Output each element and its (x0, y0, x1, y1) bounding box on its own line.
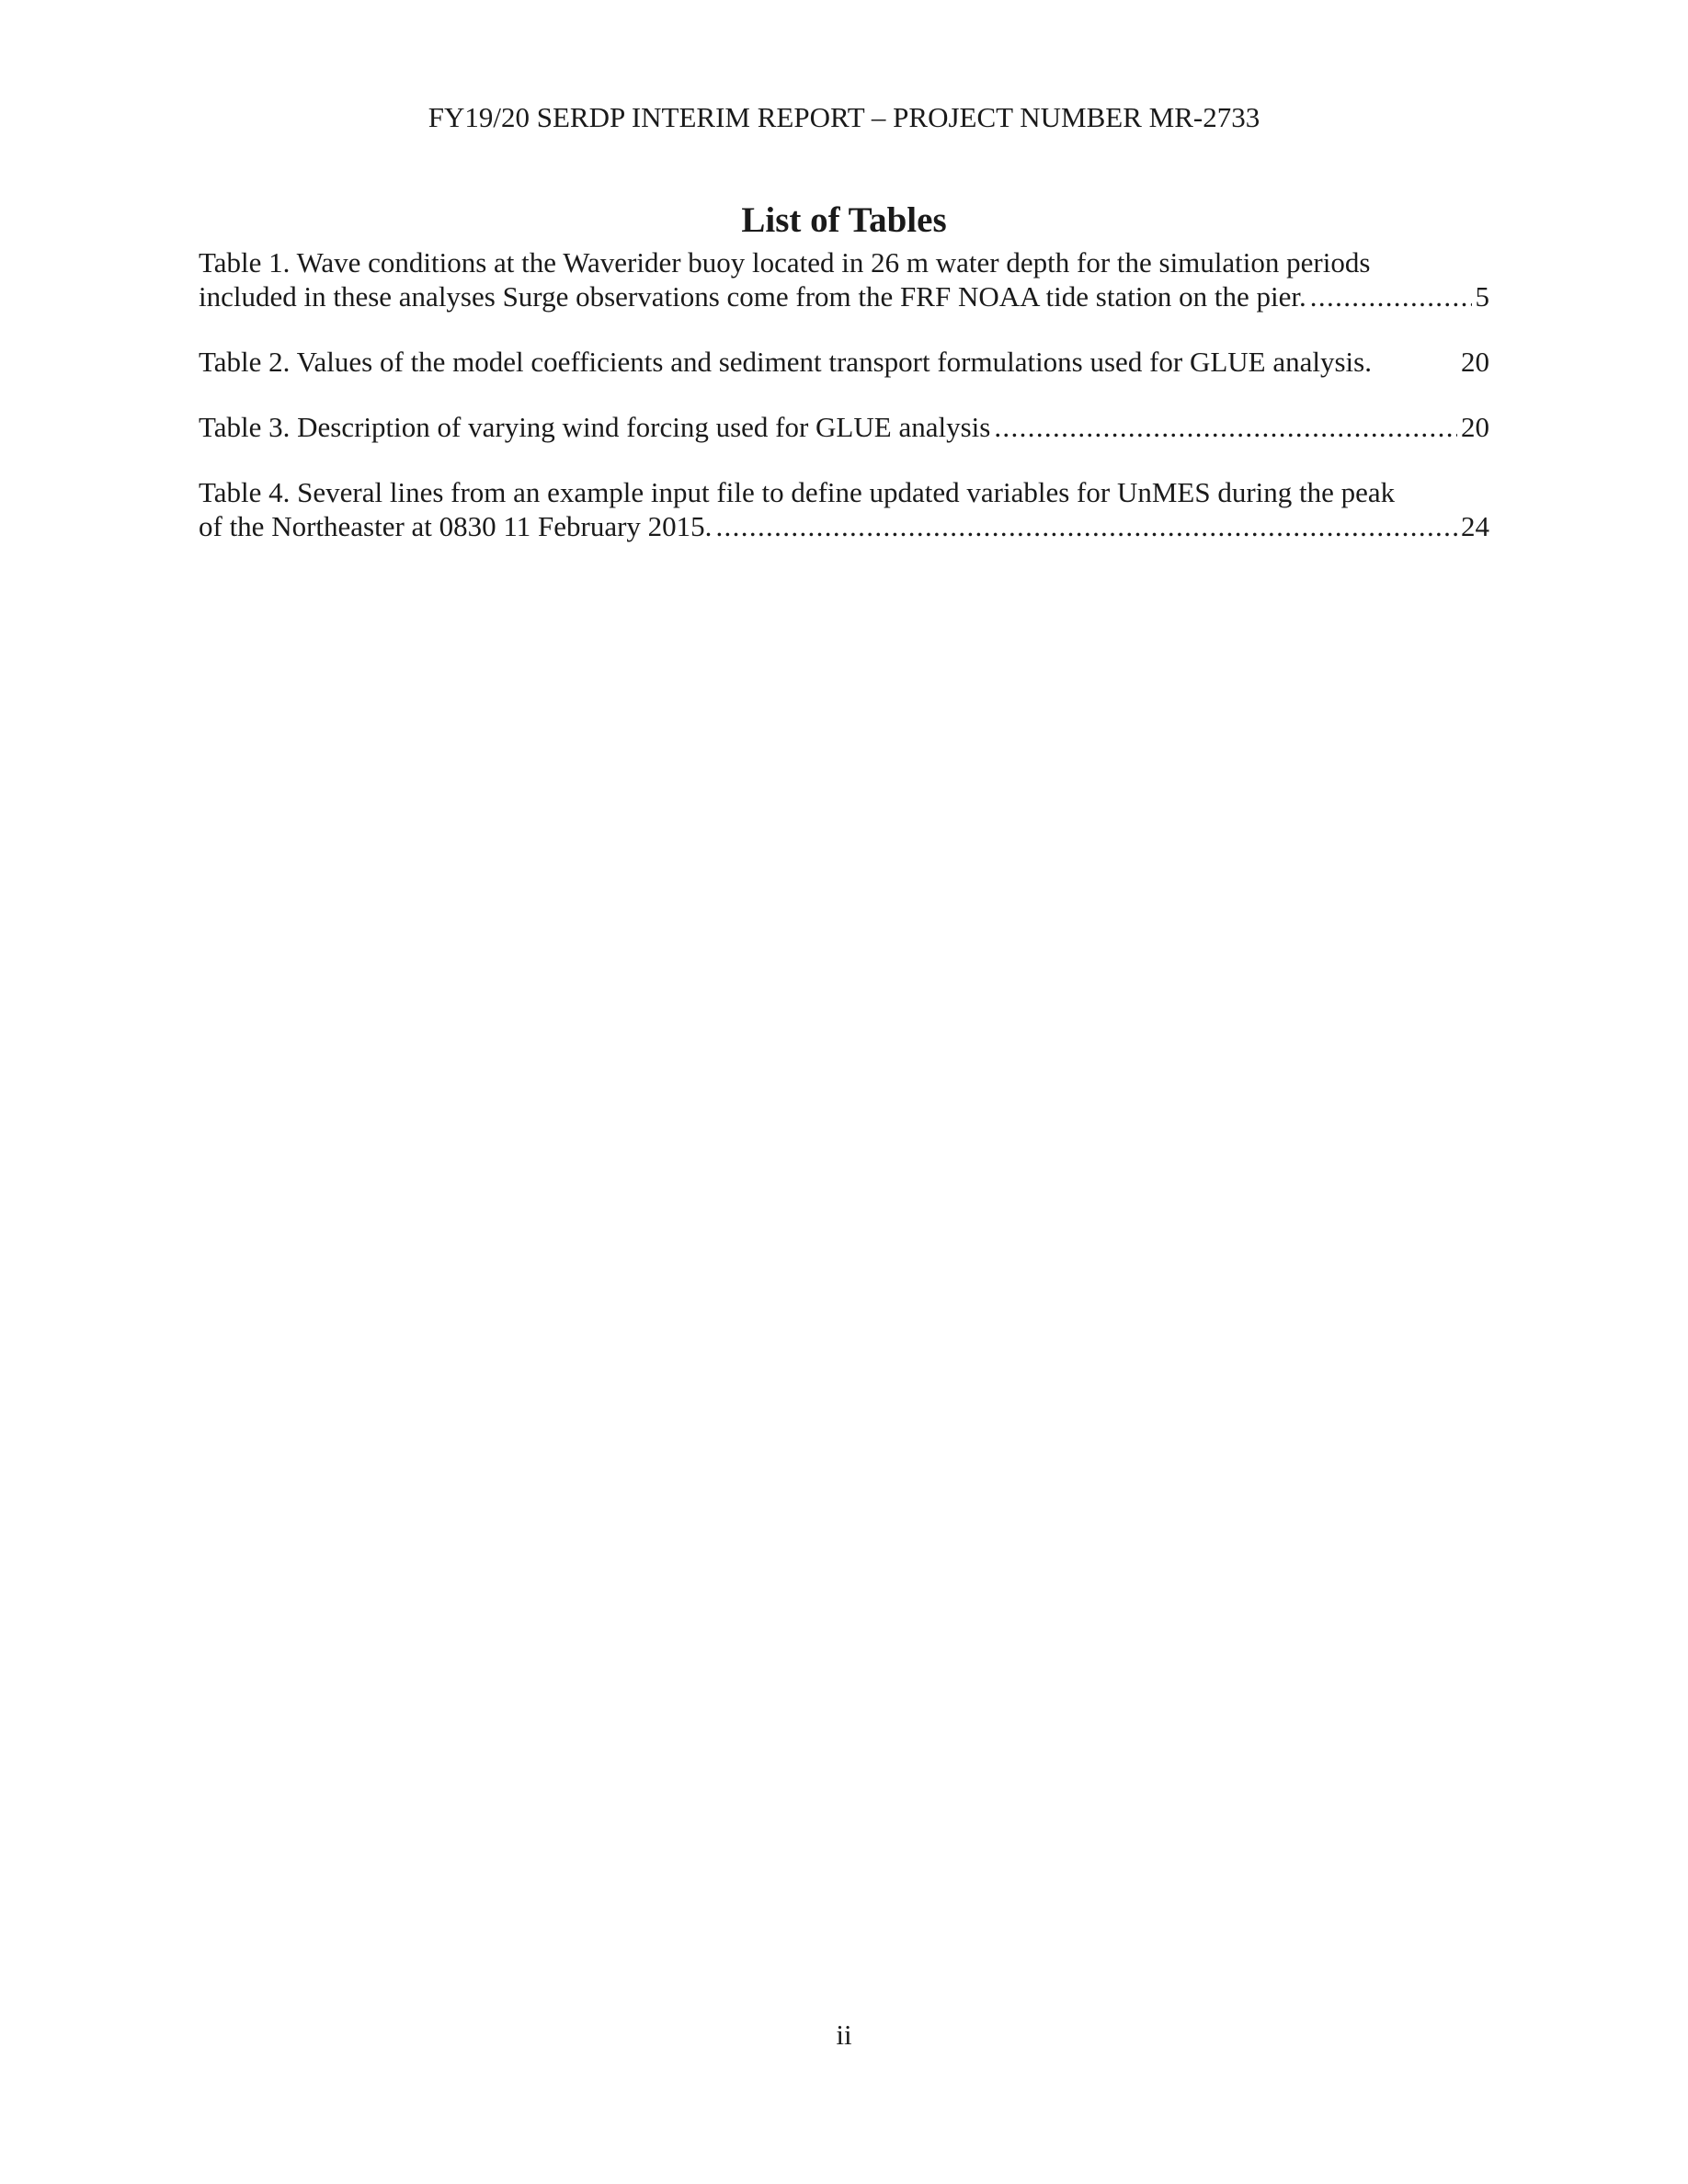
toc-entry-text: of the Northeaster at 0830 11 February 2015. (199, 510, 713, 542)
toc-page-number: 5 (1475, 280, 1489, 313)
toc-entry-table-1[interactable] (199, 245, 1489, 313)
toc-entry-text: Table 1. Wave conditions at the Waverider buoy located in 26 m water depth for the simulation periods (199, 246, 1371, 279)
toc-entry-table-4[interactable] (199, 475, 1489, 543)
toc-entry-table-3[interactable] (199, 410, 1489, 444)
dot-leader (715, 509, 1457, 543)
toc-entry-text: Table 2. Values of the model coefficients and sediment transport formulations used for GLUE analysis. (199, 346, 1372, 378)
section-title: List of Tables (741, 200, 947, 240)
toc-page-number: 20 (1461, 411, 1489, 443)
toc-entry-text: Table 4. Several lines from an example input file to define updated variables for UnMES during the peak (199, 476, 1396, 508)
page-number: ii (836, 2019, 852, 2051)
toc-entry-line (199, 410, 1489, 444)
toc-entry-line (199, 279, 1489, 313)
toc-entry-line (199, 245, 1489, 279)
toc-entry-line (199, 509, 1489, 543)
toc-entry-table-2[interactable] (199, 345, 1489, 379)
dot-leader (1310, 279, 1472, 313)
running-header: FY19/20 SERDP INTERIM REPORT – PROJECT NUMBER MR-2733 (428, 101, 1260, 133)
toc-entry-text: included in these analyses Surge observations come from the FRF NOAA tide station on the pier. (199, 280, 1306, 313)
toc-page-number: 20 (1461, 346, 1489, 378)
list-of-tables (199, 245, 1489, 574)
dot-leader (994, 410, 1457, 444)
toc-entry-line (199, 475, 1489, 509)
toc-entry-line (199, 345, 1489, 379)
toc-entry-text: Table 3. Description of varying wind forcing used for GLUE analysis (199, 411, 991, 443)
toc-page-number: 24 (1461, 510, 1489, 542)
